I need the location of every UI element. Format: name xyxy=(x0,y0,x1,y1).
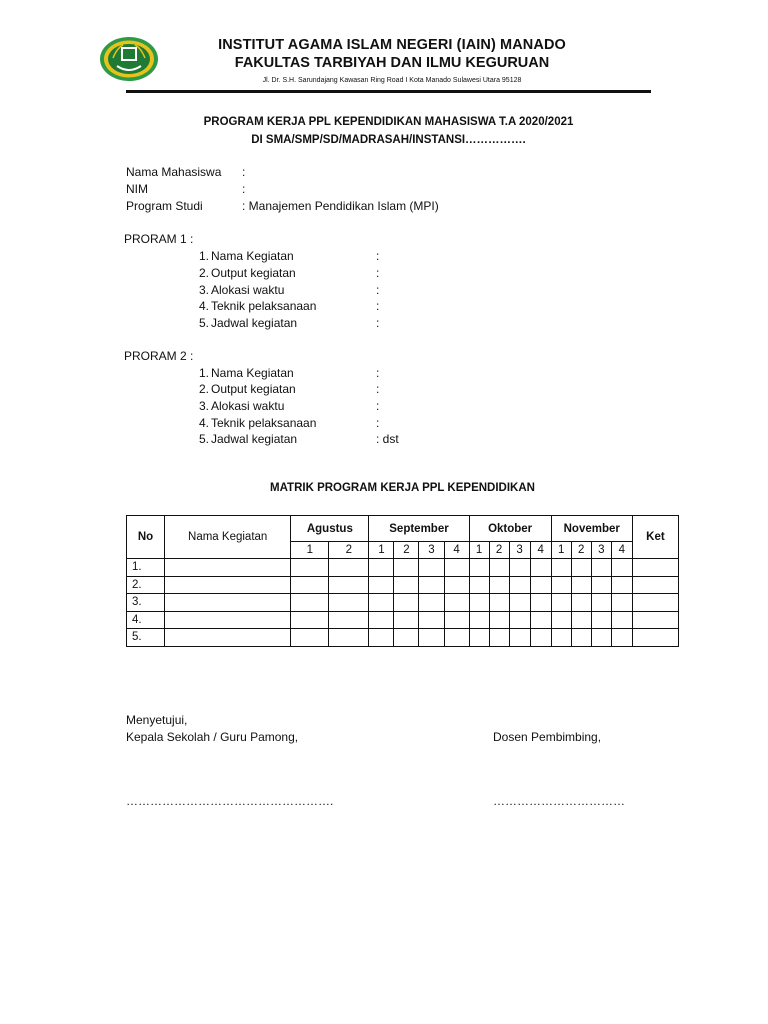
list-number: 3. xyxy=(198,399,209,413)
list-item-value: : xyxy=(376,283,380,297)
field-value: : Manajemen Pendidikan Islam (MPI) xyxy=(242,199,439,213)
institution-name: INSTITUT AGAMA ISLAM NEGERI (IAIN) MANADO xyxy=(218,37,566,53)
list-number: 4. xyxy=(198,299,209,313)
header-week: 4 xyxy=(611,542,632,559)
list-number: 3. xyxy=(198,283,209,297)
table-header-row xyxy=(127,516,679,542)
list-number: 1. xyxy=(198,249,209,263)
principal-role: Kepala Sekolah / Guru Pamong, xyxy=(126,730,299,744)
field-label: NIM xyxy=(126,182,148,196)
row-number: 5. xyxy=(127,629,165,647)
header-no: No xyxy=(127,516,165,559)
field-label: Program Studi xyxy=(126,199,203,213)
list-item-value: : dst xyxy=(376,432,399,446)
document-title: PROGRAM KERJA PPL KEPENDIDIKAN MAHASISWA T.A 2020/2021 xyxy=(203,116,574,128)
supervisor-signature-line: …………………………… xyxy=(493,794,625,808)
list-item-value: : xyxy=(376,249,380,263)
list-item-value: : xyxy=(376,366,380,380)
supervisor-role: Dosen Pembimbing, xyxy=(493,730,602,744)
list-item-label: Alokasi waktu xyxy=(211,399,285,413)
list-item-label: Jadwal kegiatan xyxy=(211,316,298,330)
list-item-value: : xyxy=(376,316,380,330)
header-week: 1 xyxy=(469,542,489,559)
letterhead xyxy=(172,36,612,85)
list-number: 2. xyxy=(198,266,209,280)
list-item-label: Output kegiatan xyxy=(211,266,296,280)
list-item-value: : xyxy=(376,299,380,313)
list-number: 4. xyxy=(198,416,209,430)
row-number: 3. xyxy=(127,594,165,612)
header-week: 2 xyxy=(571,542,591,559)
header-week: 1 xyxy=(291,542,329,559)
header-activity: Nama Kegiatan xyxy=(165,516,291,559)
list-number: 5. xyxy=(198,316,209,330)
header-week: 1 xyxy=(369,542,394,559)
list-number: 1. xyxy=(198,366,209,380)
letterhead-rule xyxy=(126,90,651,93)
field-label: Nama Mahasiswa xyxy=(126,165,222,179)
header-ket: Ket xyxy=(632,516,678,559)
header-month: Oktober xyxy=(469,516,551,542)
list-item-value: : xyxy=(376,416,380,430)
header-month: November xyxy=(551,516,632,542)
document-subtitle: DI SMA/SMP/SD/MADRASAH/INSTANSI……………. xyxy=(251,134,526,146)
table-row xyxy=(127,594,679,612)
list-item-value: : xyxy=(376,382,380,396)
table-row xyxy=(127,611,679,629)
list-item-label: Output kegiatan xyxy=(211,382,296,396)
header-week: 1 xyxy=(551,542,571,559)
header-week: 4 xyxy=(444,542,469,559)
principal-signature-line: ……………………………………………. xyxy=(126,794,334,808)
header-month: September xyxy=(369,516,469,542)
list-number: 5. xyxy=(198,432,209,446)
faculty-name: FAKULTAS TARBIYAH DAN ILMU KEGURUAN xyxy=(234,55,550,71)
program-2-heading: PRORAM 2 : xyxy=(124,349,194,363)
field-value: : xyxy=(242,165,246,179)
row-number: 2. xyxy=(127,576,165,594)
list-item-label: Nama Kegiatan xyxy=(211,249,294,263)
header-week: 4 xyxy=(530,542,551,559)
list-item-label: Teknik pelaksanaan xyxy=(211,416,317,430)
list-item-label: Alokasi waktu xyxy=(211,283,285,297)
header-week: 3 xyxy=(591,542,611,559)
program-1-heading: PRORAM 1 : xyxy=(124,232,194,246)
header-week: 3 xyxy=(509,542,530,559)
header-week: 2 xyxy=(394,542,419,559)
table-row xyxy=(127,559,679,577)
row-number: 1. xyxy=(127,559,165,577)
list-item-value: : xyxy=(376,399,380,413)
list-item-label: Nama Kegiatan xyxy=(211,366,294,380)
list-item-label: Jadwal kegiatan xyxy=(211,432,298,446)
institution-address: Jl. Dr. S.H. Sarundajang Kawasan Ring Road I Kota Manado Sulawesi Utara 95128 xyxy=(262,77,522,84)
header-week: 3 xyxy=(419,542,444,559)
header-month: Agustus xyxy=(291,516,369,542)
header-week: 2 xyxy=(489,542,509,559)
table-row xyxy=(127,629,679,647)
program-matrix-table xyxy=(126,515,679,647)
iain-manado-logo xyxy=(99,36,159,82)
table-row xyxy=(127,576,679,594)
row-number: 4. xyxy=(127,611,165,629)
approval-label: Menyetujui, xyxy=(126,713,188,727)
header-week: 2 xyxy=(329,542,369,559)
field-value: : xyxy=(242,182,246,196)
list-item-value: : xyxy=(376,266,380,280)
list-item-label: Teknik pelaksanaan xyxy=(211,299,317,313)
matrix-title: MATRIK PROGRAM KERJA PPL KEPENDIDIKAN xyxy=(270,482,535,494)
list-number: 2. xyxy=(198,382,209,396)
